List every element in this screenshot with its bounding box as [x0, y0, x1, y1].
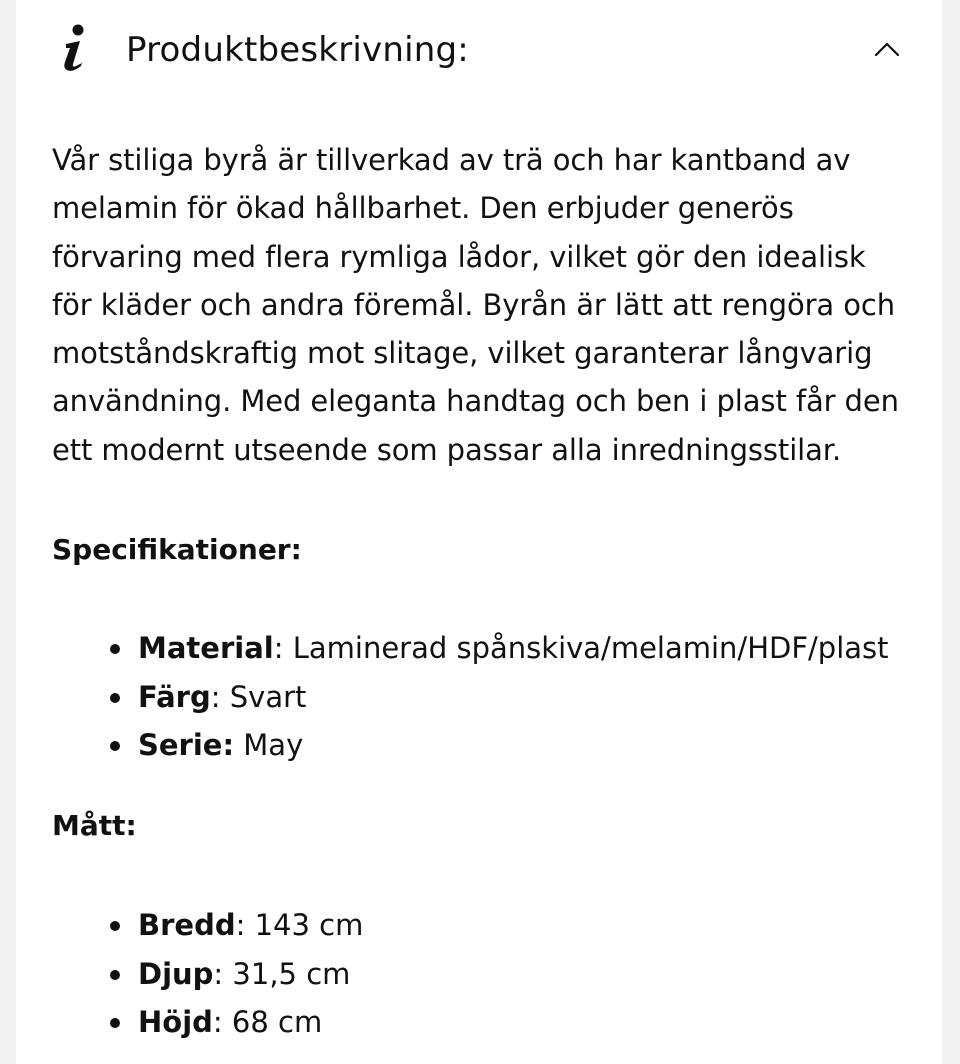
- dimension-value: 31,5 cm: [232, 956, 351, 991]
- chevron-up-icon[interactable]: [872, 38, 902, 60]
- list-item: [52, 673, 912, 722]
- bullet-icon: [110, 1018, 120, 1028]
- bullet-icon: [110, 693, 120, 703]
- accordion-content: [52, 136, 908, 1039]
- product-description-panel: [16, 0, 942, 1064]
- dimensions-heading: Mått:: [52, 809, 137, 842]
- spec-separator: :: [210, 679, 230, 714]
- dimension-key: Höjd: [138, 1005, 213, 1039]
- list-item: [52, 721, 912, 770]
- list-item: [52, 998, 912, 1047]
- dimension-separator: :: [213, 956, 233, 991]
- product-description-accordion-header[interactable]: [16, 0, 942, 100]
- bullet-icon: [110, 921, 120, 931]
- bullet-icon: [110, 741, 120, 751]
- spec-value: Laminerad spånskiva/melamin/HDF/plast: [292, 631, 889, 665]
- info-icon: [60, 22, 90, 74]
- specifications-heading: Specifikationer:: [52, 533, 302, 566]
- dimension-key: Bredd: [138, 908, 236, 942]
- product-description-text: Vår stiliga byrå är tillverkad av trä och har kantband av melamin för ökad hållbarhet. Den erbjuder generös förvaring med flera rymliga lådor, vilket gör den idealisk för kläder och andra föremål. Byrån är lätt att rengöra och motståndskraftig mot slitage, vilket garanterar långvarig användning. Med eleganta handtag och ben i plast får den ett modernt utseende som passar alla inredningsstilar.: [52, 143, 899, 467]
- dimension-value: 143 cm: [254, 908, 364, 942]
- dimensions-list: [52, 901, 912, 1047]
- spec-value: May: [243, 728, 304, 762]
- list-item: [52, 950, 912, 999]
- dimension-key: Djup: [138, 956, 214, 991]
- list-item: [52, 624, 912, 673]
- accordion-title: Produktbeskrivning:: [126, 30, 469, 70]
- spec-value: Svart: [229, 679, 307, 714]
- spec-key: Material: [138, 631, 274, 665]
- spec-separator: [234, 728, 243, 762]
- bullet-icon: [110, 970, 120, 980]
- list-item: [52, 901, 912, 950]
- spec-key: Färg: [138, 679, 211, 714]
- specifications-list: [52, 624, 912, 770]
- dimension-separator: :: [235, 908, 255, 942]
- dimension-separator: :: [212, 1005, 232, 1039]
- bullet-icon: [110, 644, 120, 654]
- spec-key: Serie:: [138, 728, 235, 762]
- spec-separator: :: [273, 631, 293, 665]
- dimension-value: 68 cm: [231, 1005, 323, 1039]
